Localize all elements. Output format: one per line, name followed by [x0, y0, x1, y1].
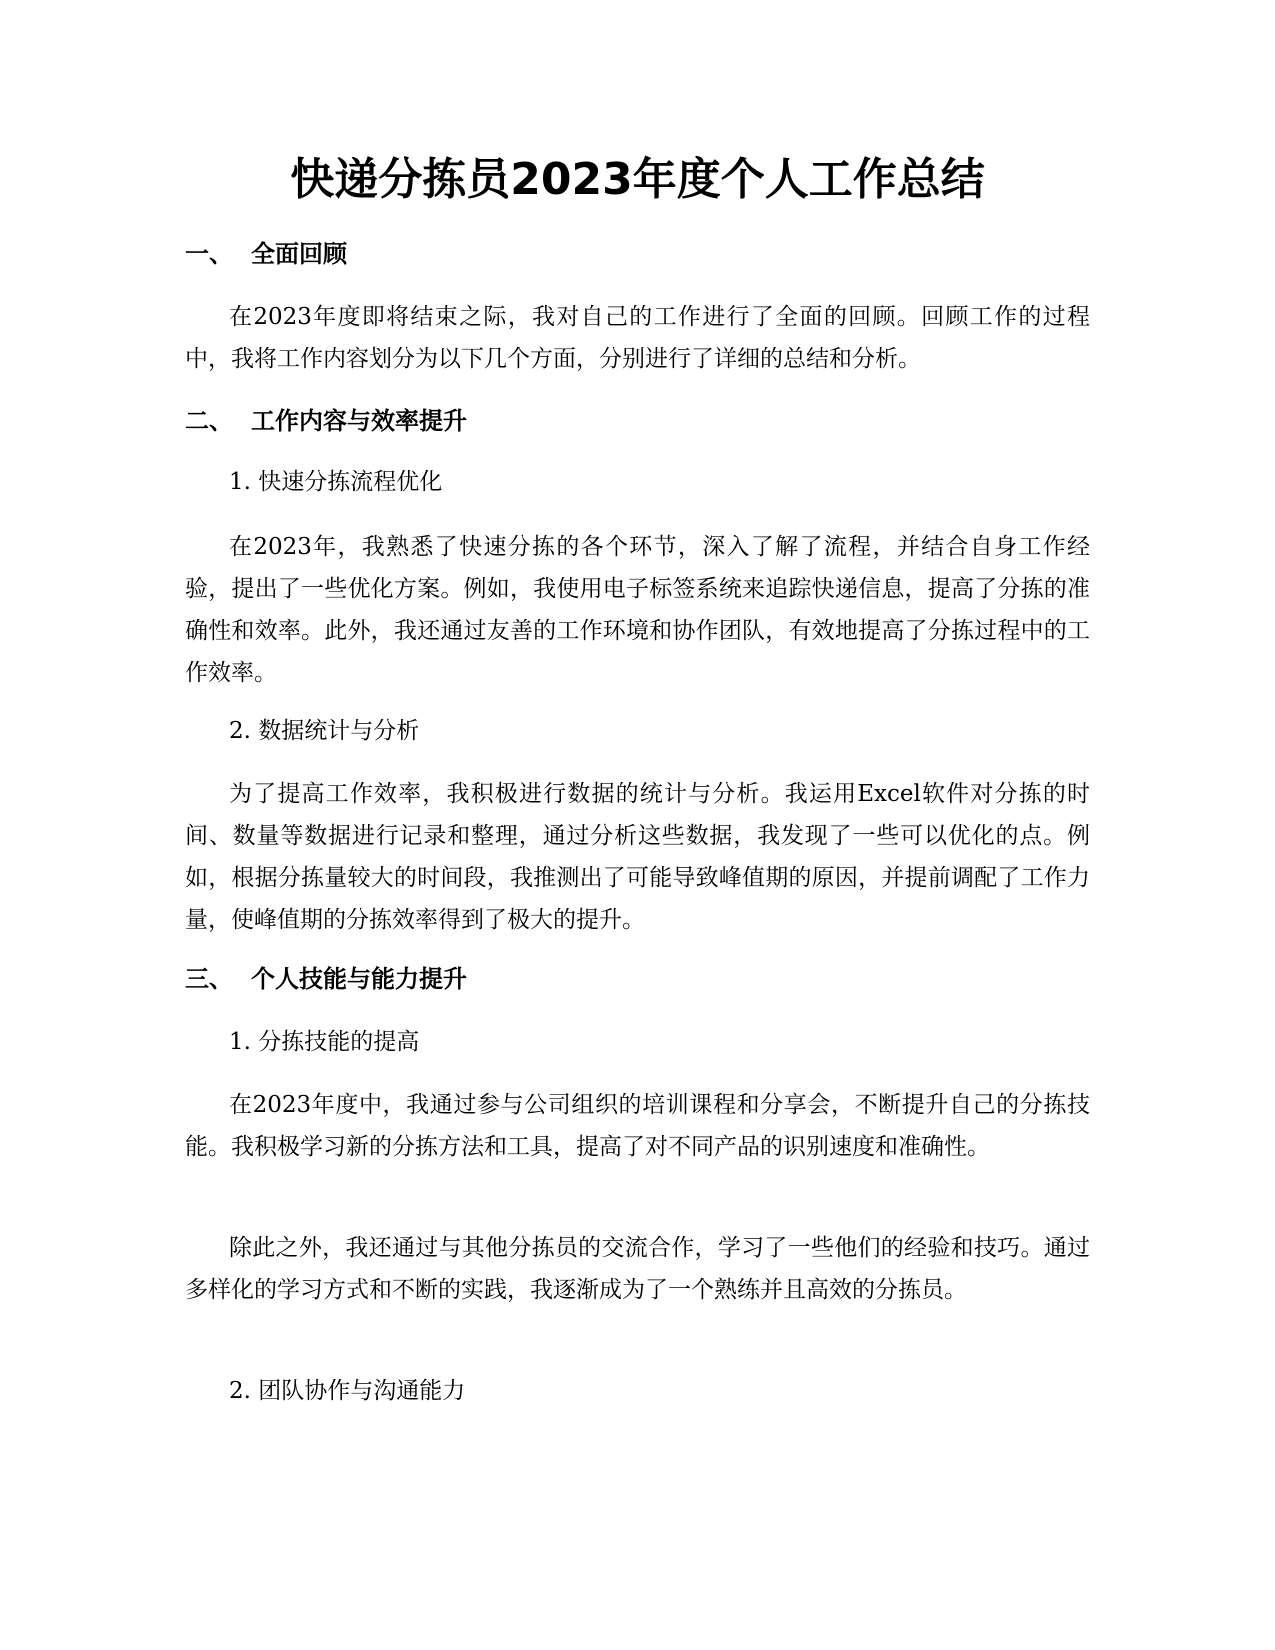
- document-page: [185, 0, 1090, 1650]
- paragraph-skill-training: 在2023年度中，我通过参与公司组织的培训课程和分享会，不断提升自己的分拣技能。我积极学习新的分拣方法和工具，提高了对不同产品的识别速度和准确性。: [185, 1092, 1090, 1160]
- section-heading-3: [185, 962, 467, 996]
- paragraph-review: 在2023年度即将结束之际，我对自己的工作进行了全面的回顾。回顾工作的过程中，我将工作内容划分为以下几个方面，分别进行了详细的总结和分析。: [185, 304, 1090, 372]
- paragraph-skill-exchange: 除此之外，我还通过与其他分拣员的交流合作，学习了一些他们的经验和技巧。通过多样化的学习方式和不断的实践，我逐渐成为了一个熟练并且高效的分拣员。: [185, 1235, 1090, 1303]
- section-title-2: 工作内容与效率提升: [251, 407, 467, 435]
- section-heading-2: [185, 404, 467, 438]
- paragraph-sorting-optimization: 在2023年，我熟悉了快速分拣的各个环节，深入了解了流程，并结合自身工作经验，提出了一些优化方案。例如，我使用电子标签系统来追踪快递信息，提高了分拣的准确性和效率。此外，我还通过友善的工作环境和协作团队，有效地提高了分拣过程中的工作效率。: [185, 534, 1090, 686]
- document-title: 快递分拣员2023年度个人工作总结: [290, 154, 985, 205]
- section-number-3: 三、: [185, 965, 233, 993]
- section-heading-1: [185, 237, 347, 271]
- paragraph-data-analysis: 为了提高工作效率，我积极进行数据的统计与分析。我运用Excel软件对分拣的时间、数量等数据进行记录和整理，通过分析这些数据，我发现了一些可以优化的点。例如，根据分拣量较大的时间段，我推测出了可能导致峰值期的原因，并提前调配了工作力量，使峰值期的分拣效率得到了极大的提升。: [185, 781, 1090, 933]
- section-number-1: 一、: [185, 240, 233, 268]
- section-title-1: 全面回顾: [251, 240, 347, 268]
- subsection-label-2-2: 2. 数据统计与分析: [229, 718, 420, 744]
- section-number-2: 二、: [185, 407, 233, 435]
- subsection-label-3-1: 1. 分拣技能的提高: [229, 1029, 420, 1055]
- section-title-3: 个人技能与能力提升: [251, 965, 467, 993]
- subsection-label-2-1: 1. 快速分拣流程优化: [229, 469, 443, 495]
- subsection-label-3-2: 2. 团队协作与沟通能力: [229, 1378, 466, 1404]
